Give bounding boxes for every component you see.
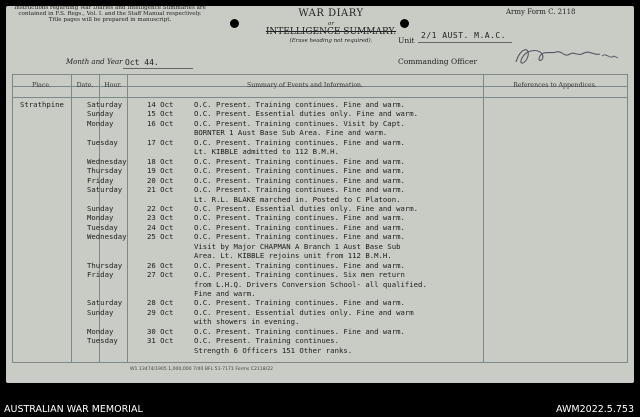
entry-day: Thursday bbox=[87, 166, 123, 176]
punch-hole bbox=[230, 19, 239, 28]
commanding-officer-label: Commanding Officer bbox=[398, 57, 478, 66]
diary-row bbox=[6, 261, 634, 270]
entry-text: Lt. KIBBLE admitted to 112 B.M.H. bbox=[194, 147, 339, 157]
instructions-text: Instructions regarding War Diaries and Intelligence Summaries are contained in F.S. Regs., Vol. I. and the Staff Manual respectively. Title pages will be prepared in manuscript. bbox=[14, 6, 206, 23]
form-number: Army Form C. 2118 bbox=[506, 8, 576, 16]
entry-text: O.C. Present. Training continues. Visit by Capt. bbox=[194, 118, 405, 128]
diary-row bbox=[6, 138, 634, 147]
diary-row bbox=[6, 213, 634, 222]
entry-text: O.C. Present. Essential duties only. Fine and warm. bbox=[194, 203, 419, 213]
entry-text: O.C. Present. Training continues. Fine and warm. bbox=[194, 175, 405, 185]
entry-day: Wednesday bbox=[87, 232, 127, 242]
diary-row bbox=[6, 317, 634, 326]
rule-bottom bbox=[12, 362, 628, 363]
diary-row bbox=[6, 327, 634, 336]
entry-day: Sunday bbox=[87, 307, 114, 317]
entry-date: 30 Oct bbox=[147, 326, 174, 336]
entry-text: Visit by Major CHAPMAN A Branch 1 Aust Base Sub bbox=[194, 241, 401, 251]
col-references: References to Appendices. bbox=[513, 82, 597, 89]
entry-date: 21 Oct bbox=[147, 185, 174, 195]
diary-sheet bbox=[6, 6, 634, 383]
diary-row bbox=[6, 119, 634, 128]
entry-text: O.C. Present. Training continues. bbox=[194, 336, 339, 346]
entry-text: O.C. Present. Training continues. Fine and warm. bbox=[194, 166, 405, 176]
entry-date: 20 Oct bbox=[147, 175, 174, 185]
diary-row bbox=[6, 346, 634, 355]
diary-row bbox=[6, 242, 634, 251]
col-summary: Summary of Events and Information. bbox=[246, 82, 364, 89]
rule-header-bottom bbox=[12, 97, 628, 98]
entry-day: Saturday bbox=[87, 185, 123, 195]
entry-text: O.C. Present. Training continues. Fine and warm. bbox=[194, 213, 405, 223]
entry-date: 29 Oct bbox=[147, 307, 174, 317]
entry-day: Sunday bbox=[87, 203, 114, 213]
entry-text: from L.H.Q. Drivers Conversion School- all qualified. bbox=[194, 279, 427, 289]
diary-row bbox=[6, 195, 634, 204]
diary-row bbox=[6, 128, 634, 137]
entry-date: 23 Oct bbox=[147, 213, 174, 223]
rule-top bbox=[12, 74, 628, 75]
diary-row bbox=[6, 308, 634, 317]
diary-row bbox=[6, 280, 634, 289]
diary-row bbox=[6, 232, 634, 241]
entry-day: Sunday bbox=[87, 109, 114, 119]
diary-row bbox=[6, 204, 634, 213]
entry-place: Strathpine bbox=[20, 100, 64, 109]
entry-date: 26 Oct bbox=[147, 260, 174, 270]
war-diary-title: WAR DIARY bbox=[298, 8, 364, 19]
title-or: or bbox=[328, 21, 334, 27]
entry-text: with showers in evening. bbox=[194, 317, 300, 327]
entry-day: Wednesday bbox=[87, 156, 127, 166]
entry-text: O.C. Present. Training continues. Fine and warm. bbox=[194, 100, 405, 109]
entry-text: O.C. Present. Essential duties only. Fine and warm. bbox=[194, 109, 419, 119]
unit-rule bbox=[418, 42, 512, 43]
erase-note: (Erase heading not required). bbox=[289, 38, 373, 44]
entry-text: O.C. Present. Training continues. Fine and warm. bbox=[194, 298, 405, 308]
col-place: Place. bbox=[32, 82, 51, 89]
diary-row bbox=[6, 100, 634, 109]
entry-date: 14 Oct bbox=[147, 100, 174, 109]
col-date: Date. bbox=[76, 82, 94, 89]
entry-day: Tuesday bbox=[87, 137, 118, 147]
entry-date: 27 Oct bbox=[147, 270, 174, 280]
entry-text: O.C. Present. Training continues. Fine and warm. bbox=[194, 326, 405, 336]
entry-day: Friday bbox=[87, 270, 114, 280]
diary-row bbox=[6, 147, 634, 156]
entry-text: O.C. Present. Training continues. Fine and warm. bbox=[194, 156, 405, 166]
entry-day: Saturday bbox=[87, 100, 123, 109]
entry-day: Tuesday bbox=[87, 336, 118, 346]
diary-row bbox=[6, 109, 634, 118]
entry-date: 31 Oct bbox=[147, 336, 174, 346]
entry-day: Monday bbox=[87, 213, 114, 223]
entry-day: Friday bbox=[87, 175, 114, 185]
entry-date: 15 Oct bbox=[147, 109, 174, 119]
col-hour: Hour. bbox=[104, 82, 122, 89]
diary-row bbox=[6, 166, 634, 175]
diary-row bbox=[6, 251, 634, 260]
unit-value: 2/1 AUST. M.A.C. bbox=[421, 31, 507, 40]
entry-text: BORNTER 1 Aust Base Sub Area. Fine and warm. bbox=[194, 128, 388, 138]
diary-row bbox=[6, 223, 634, 232]
intelligence-summary-title: INTELLIGENCE SUMMARY. bbox=[265, 27, 397, 37]
entry-text: Strength 6 Officers 151 Other ranks. bbox=[194, 345, 353, 355]
entry-date: 24 Oct bbox=[147, 222, 174, 232]
archive-reference: AWM2022.5.753 bbox=[556, 404, 634, 415]
diary-row bbox=[6, 185, 634, 194]
entry-text: O.C. Present. Training continues. Fine and warm. bbox=[194, 185, 405, 195]
month-value: Oct 44. bbox=[125, 58, 159, 67]
commanding-officer-signature bbox=[512, 44, 622, 70]
entry-text: O.C. Present. Training continues. Fine and warm. bbox=[194, 260, 405, 270]
diary-row bbox=[6, 289, 634, 298]
month-label: Month and Year bbox=[66, 58, 123, 66]
entry-text: O.C. Present. Training continues. Six men return bbox=[194, 270, 405, 280]
entry-date: 22 Oct bbox=[147, 203, 174, 213]
entry-day: Monday bbox=[87, 118, 114, 128]
entry-day: Thursday bbox=[87, 260, 123, 270]
diary-row bbox=[6, 298, 634, 307]
entry-date: 28 Oct bbox=[147, 298, 174, 308]
entry-text: O.C. Present. Training continues. Fine and warm. bbox=[194, 232, 405, 242]
diary-row bbox=[6, 157, 634, 166]
entry-day: Tuesday bbox=[87, 222, 118, 232]
entry-date: 18 Oct bbox=[147, 156, 174, 166]
entry-day: Monday bbox=[87, 326, 114, 336]
entry-date: 25 Oct bbox=[147, 232, 174, 242]
entry-text: Lt. R.L. BLAKE marched in. Posted to C Platoon. bbox=[194, 194, 401, 204]
entry-date: 17 Oct bbox=[147, 137, 174, 147]
entry-date: 19 Oct bbox=[147, 166, 174, 176]
entry-text: Fine and warm. bbox=[194, 289, 256, 298]
month-rule bbox=[123, 68, 193, 69]
unit-label: Unit bbox=[398, 36, 415, 45]
diary-row bbox=[6, 336, 634, 345]
entry-text: O.C. Present. Training continues. Fine and warm. bbox=[194, 137, 405, 147]
archive-name: AUSTRALIAN WAR MEMORIAL bbox=[4, 404, 143, 415]
entry-text: O.C. Present. Essential duties only. Fine and warm bbox=[194, 307, 414, 317]
diary-row bbox=[6, 270, 634, 279]
entry-day: Saturday bbox=[87, 298, 123, 308]
entry-text: O.C. Present. Training continues. Fine and warm. bbox=[194, 222, 405, 232]
print-line: W1 13474/1905 1,000,000 7/40 BFL 51-7171 Forms C2118/22 bbox=[130, 367, 274, 372]
entry-text: Area. Lt. KIBBLE rejoins unit from 112 B.M.H. bbox=[194, 251, 392, 261]
entry-date: 16 Oct bbox=[147, 118, 174, 128]
diary-row bbox=[6, 176, 634, 185]
